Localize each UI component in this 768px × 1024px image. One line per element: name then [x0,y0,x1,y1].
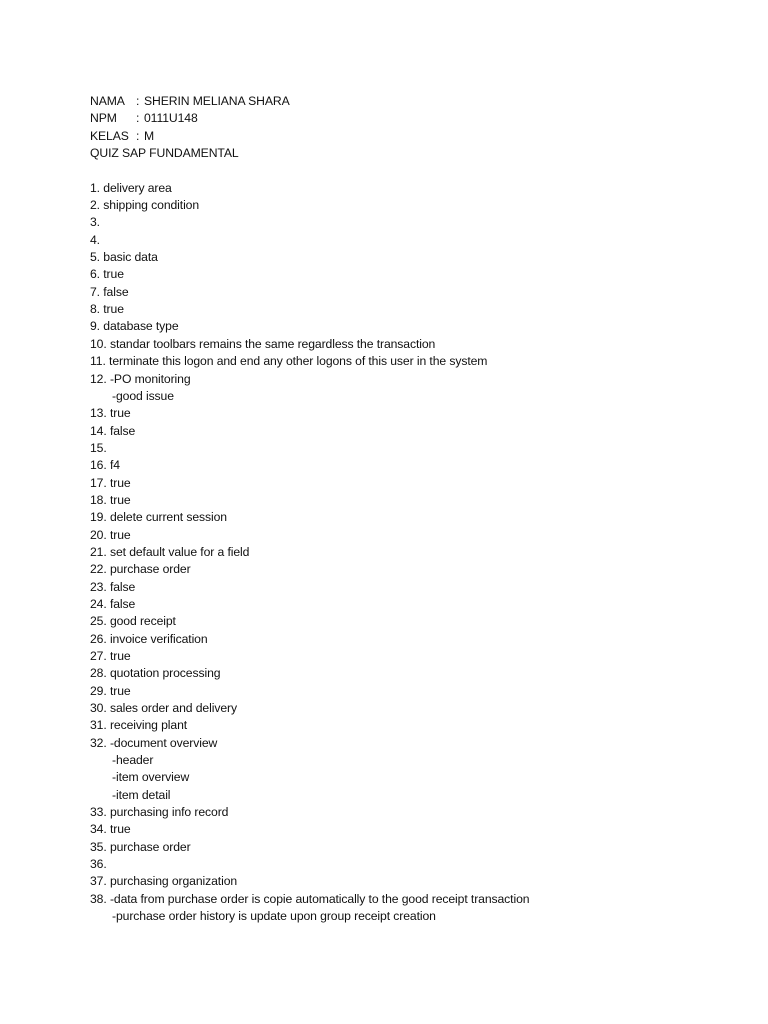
answer-item [90,613,730,630]
answer-item [90,648,730,665]
answer-text: set default value for a field [109,544,250,559]
name-value: SHERIN MELIANA SHARA [144,94,290,108]
answer-text: false [109,423,136,438]
answer-item [90,631,730,648]
answer-gap [100,232,103,249]
answer-text: -PO monitoring [109,371,191,386]
answer-item [90,804,730,821]
answer-item [90,717,730,734]
answer-text: purchasing info record [109,805,229,820]
answer-text: f4 [109,458,120,473]
answer-item [90,353,730,370]
answer-item [90,284,730,301]
name-label: NAMA [90,94,125,108]
answer-text: true [109,527,131,542]
kelas-separator: : [136,128,140,143]
answer-text: quotation processing [109,666,221,681]
answer-text: terminate this logon and end any other logons of this user in the system [109,354,488,369]
answer-text: purchasing organization [109,874,238,889]
answer-text: true [109,683,131,698]
answer-item [90,475,730,492]
answer-text: true [109,649,131,663]
npm-separator: : [136,111,140,126]
answer-text: true [109,492,131,507]
answer-number: 16. [90,458,107,473]
answer-number: 5. [90,250,100,265]
answer-number: 15. [90,440,107,455]
answer-text: database type [103,319,179,334]
answer-item [90,336,730,353]
answer-text: true [109,822,131,837]
answer-gap [107,856,110,873]
answer-item [90,180,730,197]
answer-number: 32. [90,735,107,750]
answer-text: true [109,406,131,421]
answer-number: 28. [90,666,107,681]
answer-gap [100,214,103,231]
answer-text: good receipt [109,614,176,629]
answer-number: 22. [90,562,107,577]
answer-subitem: -header [112,753,154,768]
answer-item [90,839,730,856]
answer-number: 17. [90,475,107,490]
answer-number: 21. [90,544,107,559]
answer-text: purchase order [109,839,191,854]
answer-text: purchase order [109,562,191,577]
answer-list [90,180,730,926]
answer-text: -data from purchase order is copie automatically to the good receipt transaction [109,891,530,906]
answer-subitem: -purchase order history is update upon group receipt creation [112,909,436,924]
answer-text: invoice verification [109,631,208,646]
answer-number: 31. [90,718,107,733]
answer-item [90,214,730,231]
answer-item [90,527,730,544]
answer-item [90,266,730,283]
answer-item [90,856,730,873]
answer-number: 19. [90,510,107,525]
kelas-value: M [144,128,155,143]
document-content [90,93,730,926]
answer-number: 3. [90,215,100,230]
answer-item [90,561,730,578]
answer-number: 2. [90,198,100,213]
answer-number: 4. [90,232,100,247]
answer-text: true [109,475,131,490]
answer-text: receiving plant [109,718,188,733]
answer-item [90,700,730,717]
answer-text: standar toolbars remains the same regardless the transaction [109,336,436,351]
answer-item [90,735,730,752]
answer-number: 13. [90,406,107,421]
npm-value: 0111U148 [144,111,198,126]
answer-item [90,492,730,509]
answer-gap [107,440,110,457]
answer-number: 37. [90,874,107,889]
answer-number: 11. [90,354,106,369]
answer-number: 7. [90,284,100,299]
npm-label: NPM [90,111,117,126]
answer-item [90,873,730,890]
answer-text: shipping condition [103,198,200,213]
answer-number: 29. [90,683,107,698]
answer-number: 27. [90,649,107,663]
answer-number: 6. [90,267,100,282]
answer-text: false [103,284,129,299]
npm-row [90,110,730,127]
answer-item [90,197,730,214]
answer-number: 9. [90,319,100,334]
answer-item [90,405,730,422]
quiz-title: QUIZ SAP FUNDAMENTAL [90,146,239,161]
answer-number: 20. [90,527,107,542]
answer-text: basic data [103,250,158,265]
answer-item [90,371,730,388]
answer-number: 34. [90,822,107,837]
kelas-label: KELAS [90,128,129,143]
answer-item [90,457,730,474]
answer-text: sales order and delivery [109,701,237,716]
answer-number: 12. [90,371,107,386]
answer-subitem: -item overview [112,770,190,785]
answer-item [90,301,730,318]
blank-line [90,162,730,179]
answer-number: 8. [90,302,100,317]
answer-item [90,683,730,700]
answer-number: 25. [90,614,107,629]
answer-item [90,821,730,838]
answer-text: true [103,302,124,317]
answer-text: false [109,579,136,594]
answer-item [90,665,730,682]
name-row [90,93,730,110]
answer-item [90,232,730,249]
answer-item [90,596,730,613]
name-separator: : [136,94,140,108]
answer-text: delete current session [109,510,227,525]
answer-text: true [103,267,124,282]
answer-text: false [109,596,136,611]
answer-item [90,891,730,908]
answer-number: 1. [90,180,100,195]
answer-item [90,440,730,457]
answer-text: -document overview [109,735,218,750]
answer-item [90,423,730,440]
answer-item [90,544,730,561]
kelas-row [90,128,730,145]
answer-number: 26. [90,631,107,646]
answer-number: 30. [90,701,107,716]
answer-subitem: -item detail [112,787,171,802]
answer-number: 38. [90,891,107,906]
answer-item [90,249,730,266]
answer-item [90,509,730,526]
answer-number: 35. [90,839,107,854]
answer-number: 36. [90,857,107,872]
answer-number: 14. [90,423,107,438]
answer-item [90,318,730,335]
answer-subitem: -good issue [112,388,174,403]
answer-number: 33. [90,805,107,820]
answer-item [90,579,730,596]
answer-number: 18. [90,492,107,507]
answer-number: 24. [90,596,107,611]
answer-number: 10. [90,336,107,351]
answer-number: 23. [90,579,107,594]
answer-text: delivery area [103,180,172,195]
